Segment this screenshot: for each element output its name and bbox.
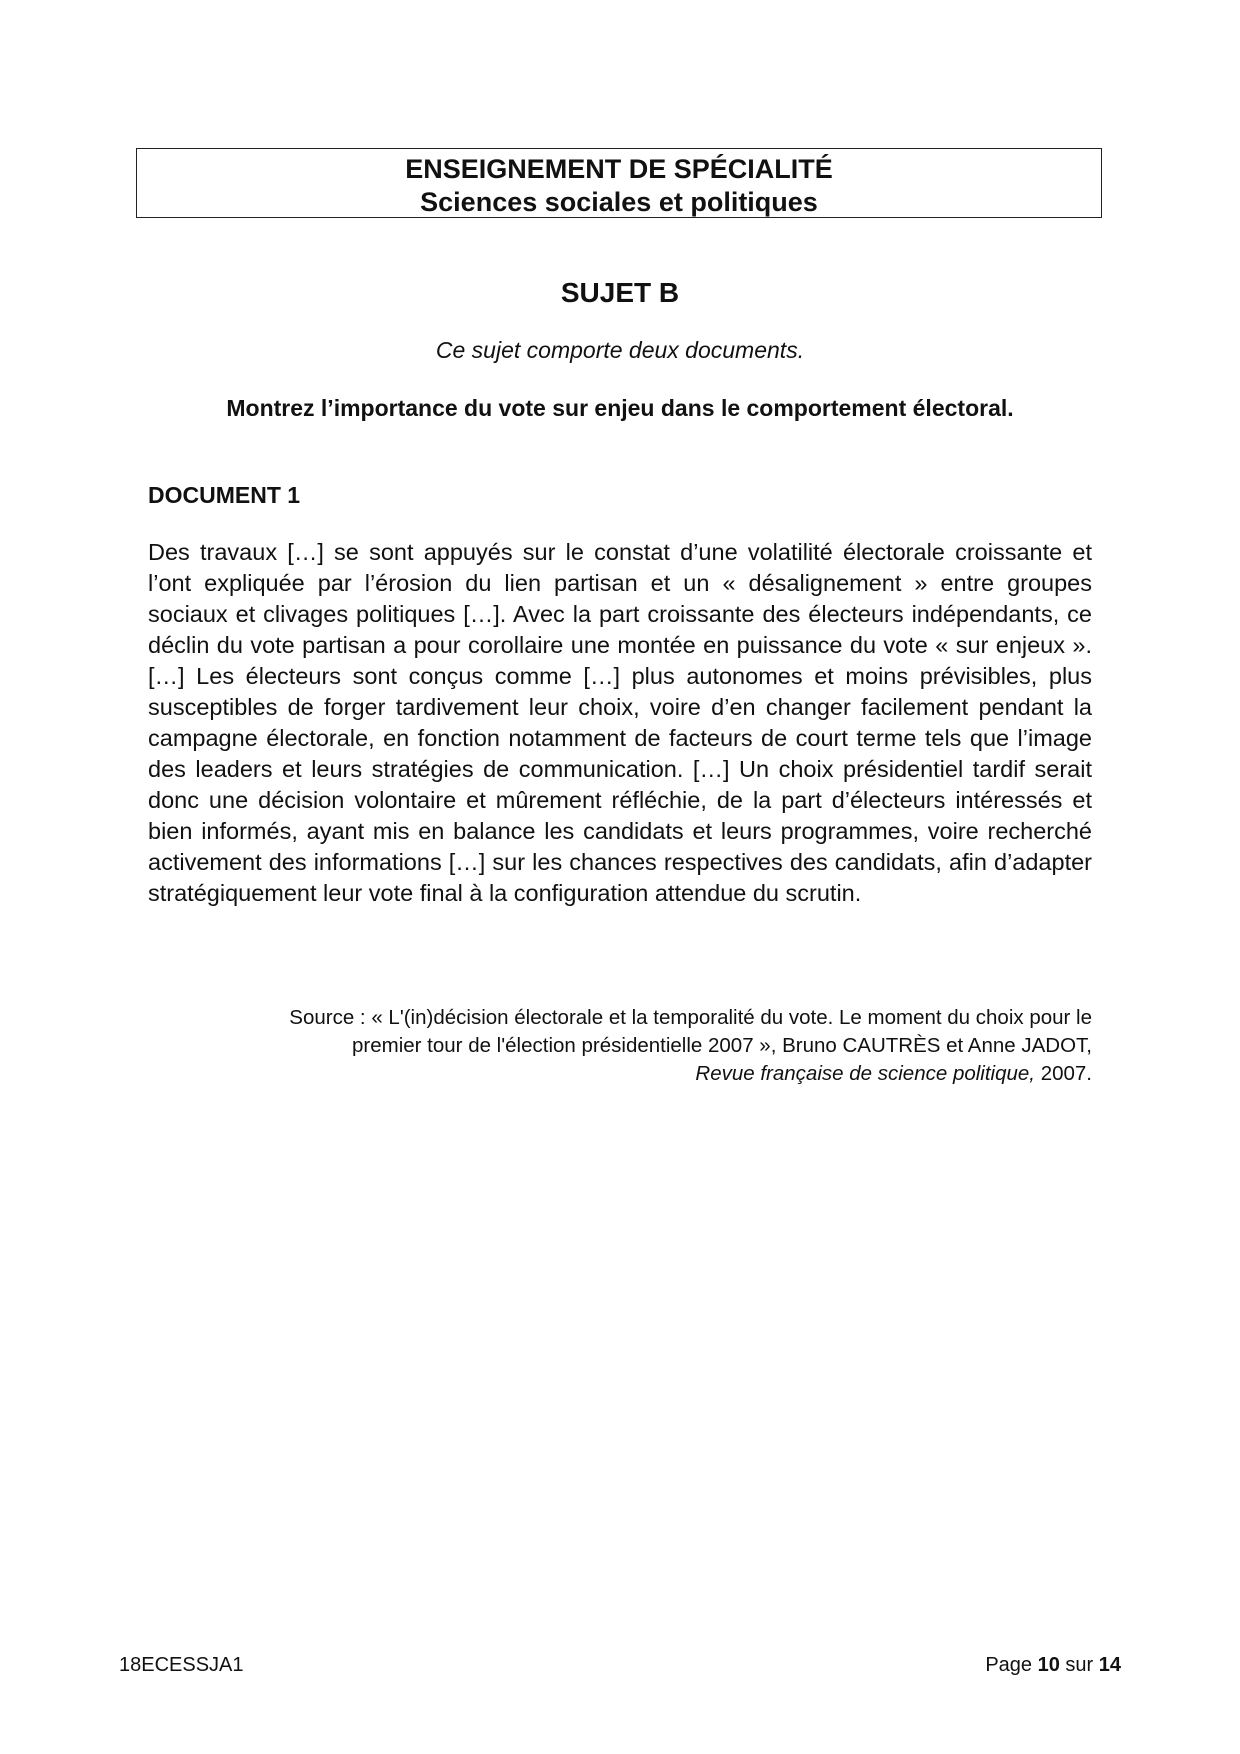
source-year: 2007.: [1035, 1062, 1092, 1085]
document-label: DOCUMENT 1: [148, 482, 301, 508]
subject-title: SUJET B: [560, 277, 680, 308]
source-journal: Revue française de science politique,: [695, 1062, 1035, 1085]
specialty-title: ENSEIGNEMENT DE SPÉCIALITÉ: [405, 154, 833, 184]
page-current: 10: [1037, 1654, 1060, 1676]
page-total: 14: [1098, 1654, 1121, 1676]
subject-note: Ce sujet comporte deux documents.: [435, 337, 805, 363]
page-separator: sur: [1059, 1654, 1099, 1676]
exam-code: 18ECESSJA1: [119, 1654, 244, 1676]
document-body: Des travaux […] se sont appuyés sur le constat d’une volatilité électorale croissante et l’ont expliquée par l’érosion du lien partisan et un « désalignement » entre groupes sociaux et clivages politiques […]. Avec la part croissante des électeurs indépendants, ce déclin du vote partisan a pour corollaire une montée en puissance du vote « sur enjeux ». […] Les électeurs sont conçus comme […] plus autonomes et moins prévisibles, plus susceptibles de forger tardivement leur choix, voire d’en changer facilement pendant la campagne électorale, en fonction notamment de facteurs de court terme tels que l’image des leaders et leurs stratégies de communication. […] Un choix présidentiel tardif serait donc une décision volontaire et mûrement réfléchie, de la part d’électeurs intéressés et bien informés, ayant mis en balance les candidats et leurs programmes, voire recherché activement des informations […] sur les chances respectives des candidats, afin d’adapter stratégiquement leur vote final à la configuration attendue du scrutin.: [148, 539, 1092, 906]
page-prefix: Page: [985, 1654, 1038, 1676]
page-number: [985, 1654, 1121, 1677]
exam-question: Montrez l’importance du vote sur enjeu dans le comportement électoral.: [226, 395, 1014, 421]
source-line-2: premier tour de l'élection présidentielle 2007 », Bruno CAUTRÈS et Anne JADOT,: [351, 1034, 1092, 1057]
specialty-subtitle: Sciences sociales et politiques: [420, 187, 818, 217]
source-line-3: [192, 1060, 1092, 1088]
specialty-header-box: [136, 148, 1102, 218]
document-source: [192, 1004, 1092, 1088]
source-line-1: Source : « L'(in)décision électorale et la temporalité du vote. Le moment du choix pour le: [289, 1006, 1092, 1029]
